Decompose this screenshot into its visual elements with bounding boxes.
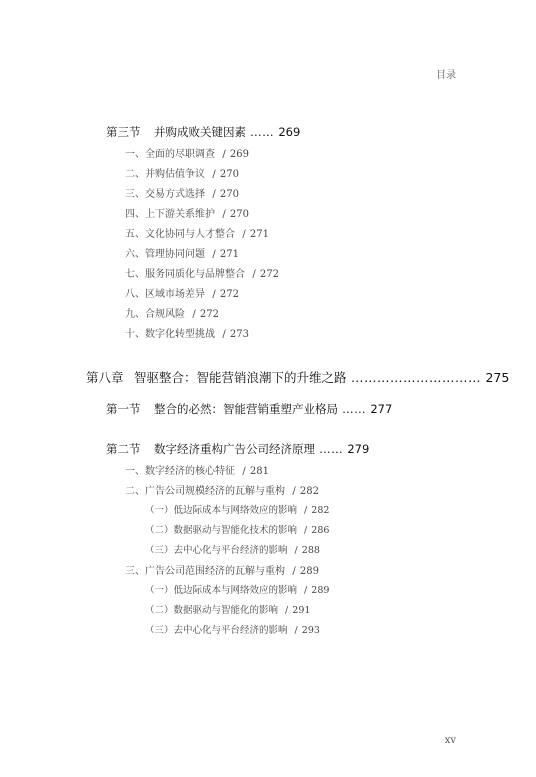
- toc-leader: /: [285, 486, 300, 497]
- toc-entry-label: 第八章: [86, 370, 124, 385]
- toc-item: [125, 265, 279, 280]
- toc-entry-title: 十、数字化转型挑战: [125, 329, 215, 340]
- toc-leader: ……: [246, 125, 279, 139]
- toc-leader: /: [297, 525, 312, 536]
- toc-section: [106, 401, 392, 417]
- toc-subitem: [145, 582, 329, 596]
- toc-leader: /: [215, 209, 230, 220]
- toc-leader: /: [205, 189, 220, 200]
- toc-leader: /: [215, 329, 230, 340]
- toc-entry-title: 三、交易方式选择: [125, 189, 205, 200]
- toc-page-number: 281: [249, 466, 269, 477]
- toc-entry-title: 智驱整合：智能营销浪潮下的升维之路: [134, 370, 347, 385]
- toc-item: [125, 285, 239, 300]
- toc-entry-title: 四、上下游关系维护: [125, 209, 215, 220]
- toc-page-number: 291: [292, 605, 311, 616]
- toc-entry-title: 九、合规风险: [125, 309, 185, 320]
- toc-page-number: 288: [301, 545, 320, 556]
- toc-entry-title: 数字经济重构广告公司经济原理: [154, 442, 315, 456]
- toc-page-number: 270: [219, 189, 239, 200]
- toc-page-number: 269: [229, 149, 249, 160]
- toc-page-number: 279: [347, 442, 370, 456]
- toc-item: [125, 205, 249, 220]
- toc-leader: /: [215, 149, 230, 160]
- toc-entry-title: （二）数据驱动与智能化技术的影响: [145, 525, 298, 536]
- toc-entry-title: （三）去中心化与平台经济的影响: [145, 545, 288, 556]
- running-header: 目录: [436, 70, 456, 81]
- toc-leader: ……: [338, 402, 371, 416]
- toc-entry-title: （三）去中心化与平台经济的影响: [145, 625, 288, 636]
- toc-page-number: 289: [311, 585, 330, 596]
- toc-entry-title: 二、并购估值争议: [125, 169, 205, 180]
- toc-entry-label: 第三节: [106, 125, 141, 139]
- toc-entry-title: 六、管理协同问题: [125, 249, 205, 260]
- toc-page-number: 271: [219, 249, 239, 260]
- toc-entry-title: 一、全面的尽职调查: [125, 149, 215, 160]
- toc-page-number: 272: [219, 289, 239, 300]
- toc-leader: …………………………: [346, 370, 486, 385]
- toc-entry-label: 第二节: [106, 442, 141, 456]
- toc-page-number: 277: [370, 402, 393, 416]
- toc-leader: /: [205, 169, 220, 180]
- toc-item: [125, 185, 239, 200]
- toc-chapter: [86, 368, 509, 386]
- toc-page-number: 270: [219, 169, 239, 180]
- toc-subitem: [145, 502, 329, 516]
- toc-leader: /: [287, 545, 302, 556]
- toc-section: [106, 124, 300, 140]
- toc-page-number: 286: [311, 525, 330, 536]
- toc-leader: ……: [315, 442, 348, 456]
- toc-entry-title: 并购成败关键因素: [154, 125, 246, 139]
- toc-item: [125, 482, 319, 497]
- toc-leader: /: [297, 505, 312, 516]
- toc-item: [125, 325, 249, 340]
- toc-item: [125, 225, 269, 240]
- toc-page-number: 272: [199, 309, 219, 320]
- toc-page-number: 282: [311, 505, 330, 516]
- toc-item: [125, 562, 319, 577]
- toc-leader: /: [245, 269, 260, 280]
- toc-entry-title: （一）低边际成本与网络效应的影响: [145, 505, 298, 516]
- toc-page-number: 293: [301, 625, 320, 636]
- toc-page-number: 271: [249, 229, 269, 240]
- toc-item: [125, 305, 219, 320]
- toc-entry-title: 三、广告公司范围经济的瓦解与重构: [125, 566, 285, 577]
- toc-subitem: [145, 542, 320, 556]
- toc-entry-title: 整合的必然：智能营销重塑产业格局: [154, 402, 338, 416]
- toc-entry-title: 八、区域市场差异: [125, 289, 205, 300]
- toc-page-number: 275: [485, 370, 510, 385]
- toc-entry-title: 五、文化协同与人才整合: [125, 229, 235, 240]
- toc-page-number: 269: [278, 125, 301, 139]
- toc-page-number: 282: [299, 486, 319, 497]
- toc-leader: /: [297, 585, 312, 596]
- toc-leader: /: [235, 466, 250, 477]
- toc-section: [106, 441, 369, 457]
- toc-entry-title: （二）数据驱动与智能化的影响: [145, 605, 279, 616]
- toc-entry-title: 二、广告公司规模经济的瓦解与重构: [125, 486, 285, 497]
- toc-page-number: 270: [229, 209, 249, 220]
- toc-leader: /: [205, 249, 220, 260]
- toc-entry-title: 一、数字经济的核心特征: [125, 466, 235, 477]
- toc-leader: /: [278, 605, 293, 616]
- toc-item: [125, 462, 269, 477]
- toc-entry-title: （一）低边际成本与网络效应的影响: [145, 585, 298, 596]
- toc-item: [125, 145, 249, 160]
- toc-entry-title: 七、服务同质化与品牌整合: [125, 269, 245, 280]
- toc-entry-label: 第一节: [106, 402, 141, 416]
- page-number: xv: [444, 735, 456, 746]
- toc-leader: /: [235, 229, 250, 240]
- toc-subitem: [145, 602, 310, 616]
- toc-page-number: 272: [259, 269, 279, 280]
- toc-item: [125, 165, 239, 180]
- toc-leader: /: [185, 309, 200, 320]
- toc-item: [125, 245, 239, 260]
- toc-leader: /: [285, 566, 300, 577]
- toc-subitem: [145, 522, 329, 536]
- toc-subitem: [145, 622, 320, 636]
- toc-page-number: 289: [299, 566, 319, 577]
- toc-page-number: 273: [229, 329, 249, 340]
- toc-leader: /: [205, 289, 220, 300]
- toc-leader: /: [287, 625, 302, 636]
